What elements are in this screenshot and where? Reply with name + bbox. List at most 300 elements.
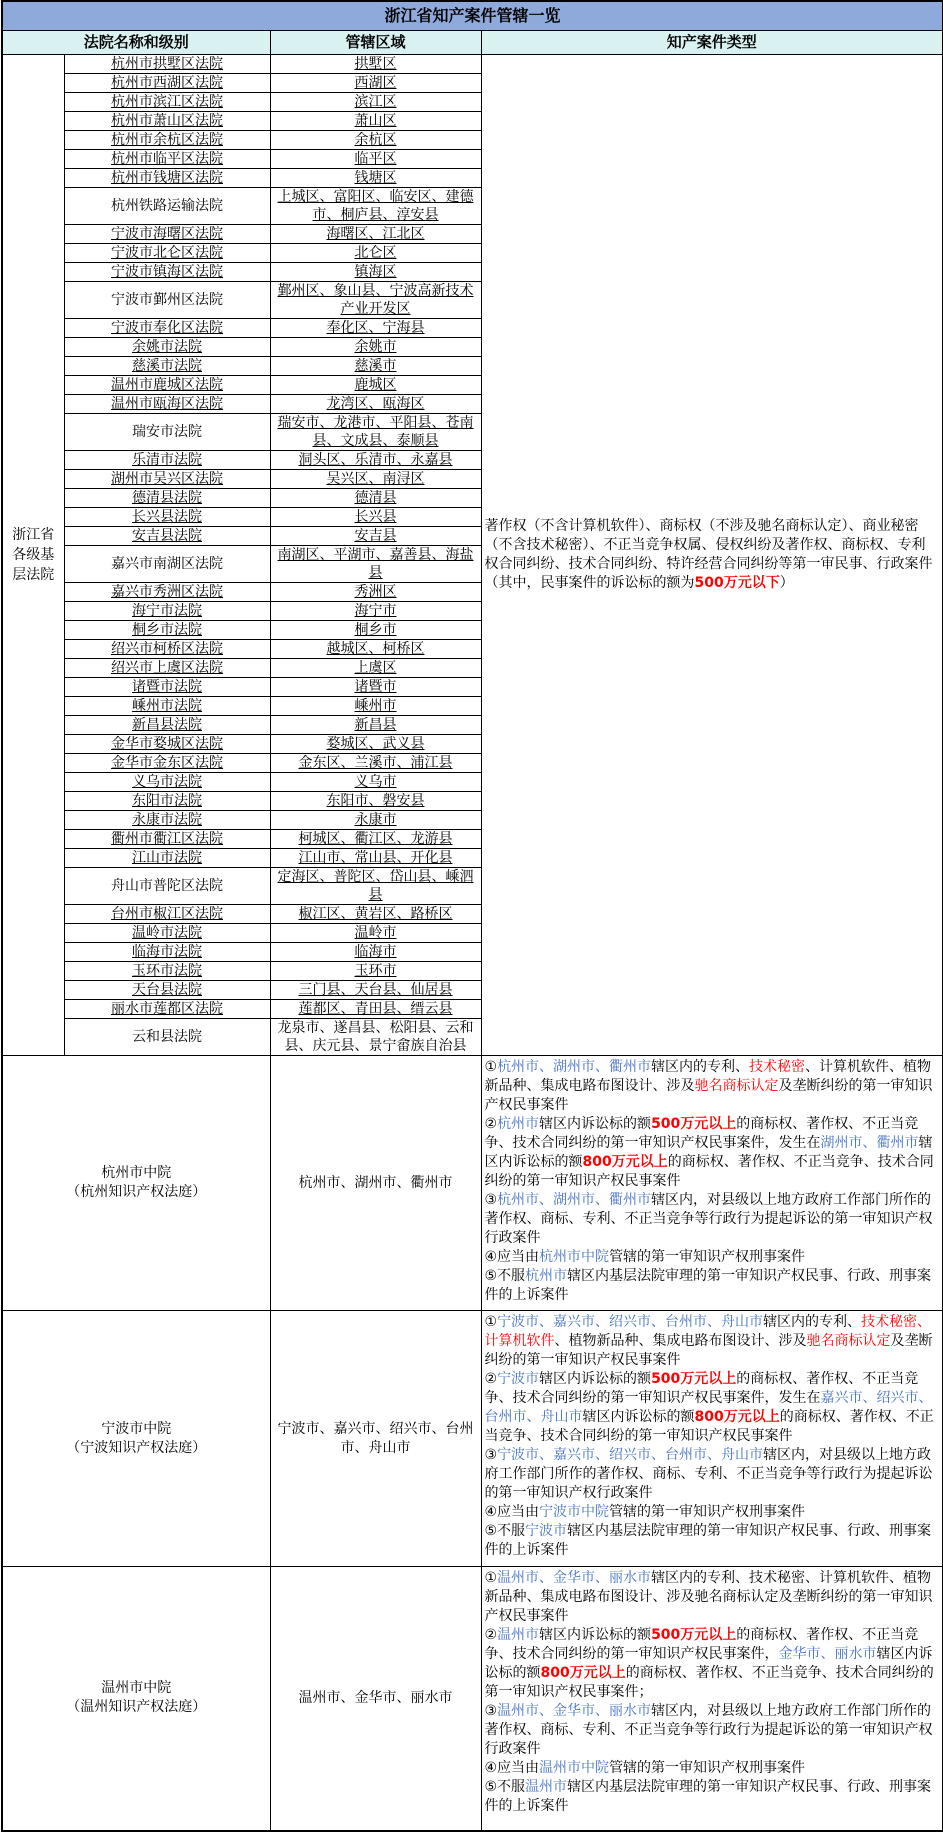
jurisdiction-cell [270,640,481,659]
court-name: 宁波市奉化区法院 [111,320,223,336]
title-row [2,1,943,31]
highlighted-text-run: 宁波市 [497,1371,540,1387]
text-run: 的商标权、著作权、不正当竞争、技术合同纠纷的第一审知识产权民事案件，发生在 [484,1116,919,1151]
intermediate-jurisdiction-cell: 温州市、金华市、丽水市 [270,1567,481,1831]
page-title: 浙江省知产案件管辖一览 [2,1,943,31]
jurisdiction-text: 龙泉市、遂昌县、松阳县、云和县、庆元县、景宁畲族自治县 [277,1020,474,1054]
jurisdiction-cell [270,357,481,376]
court-name-cell [64,338,270,357]
text-run: ④应当由 [484,1249,540,1265]
court-name-cell [64,943,270,962]
case-type-item [485,1778,940,1816]
jurisdiction-cell [270,773,481,792]
court-name: 金华市金东区法院 [111,755,223,771]
jurisdiction-text: 萧山区 [354,113,397,129]
jurisdiction-text: 鄞州区、象山县、宁波高新技术产业开发区 [277,283,474,317]
highlighted-text-run: 宁波市 [525,1523,568,1539]
court-name: 衢州市衢江区法院 [111,831,223,847]
intermediate-court-name: 杭州市中院 [101,1165,172,1181]
jurisdiction-cell [270,527,481,546]
text-run: 辖区内诉讼标的额 [539,1627,652,1643]
court-name: 丽水市莲都区法院 [111,1001,223,1017]
court-name: 安吉县法院 [132,528,202,544]
case-type-item [485,1313,940,1370]
jurisdiction-cell [270,508,481,527]
jurisdiction-text: 镇海区 [354,264,397,280]
text-run: ④应当由 [484,1504,540,1520]
jurisdiction-cell [270,74,481,93]
jurisdiction-text: 滨江区 [354,94,397,110]
court-name-cell [64,697,270,716]
case-type-item [485,1248,940,1267]
court-name-cell [64,830,270,849]
court-name-cell [64,395,270,414]
court-name-cell [64,376,270,395]
court-name-cell [64,981,270,1000]
court-name: 金华市婺城区法院 [111,736,223,752]
text-run: 辖区内诉讼标的额 [539,1371,652,1387]
intermediate-court-row [2,1567,943,1831]
jurisdiction-cell [270,282,481,319]
court-name: 乐清市法院 [132,452,202,468]
intermediate-jurisdiction-cell: 杭州市、湖州市、衢州市 [270,1056,481,1311]
court-name: 温州市鹿城区法院 [111,377,223,393]
case-type-item [485,1702,940,1759]
jurisdiction-text: 椒江区、黄岩区、路桥区 [298,906,453,922]
court-name: 台州市椒江区法院 [111,906,223,922]
text-run: 辖区内基层法院审理的第一审知识产权民事、行政、刑事案件的上诉案件 [484,1523,932,1558]
jurisdiction-text: 瑞安市、龙港市、平阳县、苍南县、文成县、泰顺县 [277,415,474,449]
highlighted-text-run: 驰名商标认定 [694,1078,779,1094]
court-name-cell [64,773,270,792]
court-name-cell [64,55,270,74]
highlighted-text-run: 嘉兴市、绍兴市、台州市、舟山市 [484,1390,933,1425]
text-run: ③ [484,1192,498,1208]
jurisdiction-cell [270,621,481,640]
jurisdiction-text: 余姚市 [354,339,397,355]
column-header-region: 管辖区域 [270,31,481,55]
jurisdiction-cell [270,150,481,169]
court-name: 天台县法院 [132,982,202,998]
court-name: 宁波市鄞州区法院 [111,292,223,308]
jurisdiction-text: 海曙区、江北区 [326,226,425,242]
highlighted-text-run: 宁波市、嘉兴市、绍兴市、台州市、舟山市 [497,1314,764,1330]
intermediate-court-row [2,1056,943,1311]
text-run: ① [484,1570,498,1586]
court-name: 德清县法院 [132,490,202,506]
text-run: 著作权（不含计算机软件）、商标权（不涉及驰名商标认定）、商业秘密（不含技术秘密）、不正当竞争权属、侵权纠纷及著作权、商标权、专利权合同纠纷、技术合同纠纷、特许经营合同纠纷等第一审民事、行政案件（其中，民事案件的诉讼标的额为 [484,518,933,591]
court-name-cell [64,905,270,924]
jurisdiction-text: 海宁市 [354,603,397,619]
case-type-item [485,1267,940,1305]
intermediate-court-name: 宁波市中院 [101,1420,172,1437]
jurisdiction-text: 金东区、兰溪市、浦江县 [298,755,453,771]
court-name-cell [64,716,270,735]
court-name-cell [64,602,270,621]
jurisdiction-cell [270,943,481,962]
jurisdiction-cell [270,451,481,470]
court-name: 义乌市法院 [132,774,202,790]
highlighted-text-run: 500万元以上 [651,1627,737,1643]
court-name: 温岭市法院 [132,925,202,941]
text-run: 的商标权、著作权、不正当竞争、技术合同纠纷的第一审知识产权民事案件 [484,1409,934,1444]
court-name-cell [64,508,270,527]
highlighted-text-run: 500万元以上 [651,1371,737,1387]
highlighted-text-run: 湖州市、衢州市 [820,1135,919,1151]
text-run: 的商标权、著作权、不正当竞争、技术合同纠纷的第一审知识产权民事案件， [484,1627,919,1662]
jurisdiction-cell [270,868,481,905]
text-run: 辖区内诉讼标的额 [484,1646,933,1681]
text-run: ② [484,1371,498,1387]
text-run: 辖区内诉讼标的额 [484,1135,933,1170]
court-name-cell [64,470,270,489]
jurisdiction-cell [270,376,481,395]
text-run: 辖区内的专利、 [651,1059,750,1075]
court-name: 嘉兴市南湖区法院 [111,556,223,572]
case-type-item [485,1058,940,1115]
case-type-item [485,1569,940,1626]
jurisdiction-cell [270,735,481,754]
jurisdiction-cell [270,546,481,583]
jurisdiction-cell [270,55,481,74]
text-run: ） [779,575,794,591]
text-run: 辖区内，对县级以上地方政府工作部门所作的著作权、商标、专利、不正当竞争等行政行为提起诉讼的第一审知识产权行政案件 [484,1447,933,1501]
court-name-cell [64,583,270,602]
court-name-cell [64,131,270,150]
jurisdiction-cell [270,244,481,263]
jurisdiction-cell [270,830,481,849]
court-name: 温州市瓯海区法院 [111,396,223,412]
court-name-cell [64,357,270,376]
jurisdiction-cell [270,188,481,225]
court-name: 海宁市法院 [132,603,202,619]
jurisdiction-cell [270,792,481,811]
court-name-cell [64,849,270,868]
jurisdiction-text: 鹿城区 [354,377,397,393]
court-name-cell [64,451,270,470]
jurisdiction-text: 北仑区 [354,245,397,261]
court-name: 玉环市法院 [132,963,202,979]
jurisdiction-cell [270,754,481,773]
court-name: 宁波市北仑区法院 [111,245,223,261]
text-run: ① [484,1059,498,1075]
jurisdiction-table-page [1,0,942,1832]
highlighted-text-run: 杭州市、湖州市、衢州市 [497,1192,652,1208]
court-name: 舟山市普陀区法院 [111,878,223,894]
text-run: 的商标权、著作权、不正当竞争、技术合同纠纷的第一审知识产权民事案件，发生在 [484,1371,919,1406]
jurisdiction-text: 德清县 [354,490,397,506]
jurisdiction-text: 临海市 [354,944,397,960]
court-name: 绍兴市上虞区法院 [111,660,223,676]
jurisdiction-cell [270,716,481,735]
court-name-cell [64,527,270,546]
jurisdiction-text: 江山市、常山县、开化县 [298,850,453,866]
highlighted-text-run: 驰名商标认定 [806,1333,891,1349]
court-name: 杭州市萧山区法院 [111,113,223,129]
jurisdiction-text: 嵊州市 [354,698,397,714]
jurisdiction-cell [270,112,481,131]
text-run: 、植物新品种、集成电路布图设计、涉及 [554,1333,807,1349]
highlighted-text-run: 杭州市中院 [539,1249,610,1265]
highlighted-text-run: 宁波市、嘉兴市、绍兴市、台州市、舟山市 [497,1447,764,1463]
jurisdiction-cell [270,1000,481,1019]
court-name-cell [64,735,270,754]
basic-courts-section [2,55,943,1056]
text-run: ⑤不服 [484,1779,526,1795]
court-name-cell [64,93,270,112]
highlighted-text-run: 500万元以下 [694,575,780,591]
intermediate-courts-section [2,1056,943,1831]
jurisdiction-text: 新昌县 [354,717,397,733]
court-name-cell [64,659,270,678]
jurisdiction-text: 三门县、天台县、仙居县 [298,982,453,998]
section-label: 浙江省各级基层法院 [2,55,64,1056]
court-name: 嵊州市法院 [132,698,202,714]
jurisdiction-text: 永康市 [354,812,397,828]
jurisdiction-text: 洞头区、乐清市、永嘉县 [298,452,453,468]
jurisdiction-cell [270,697,481,716]
highlighted-text-run: 技术秘密 [749,1059,806,1075]
court-name: 杭州市拱墅区法院 [111,56,223,72]
jurisdiction-cell [270,1019,481,1056]
jurisdiction-text: 长兴县 [354,509,397,525]
highlighted-text-run: 杭州市、湖州市、衢州市 [497,1059,652,1075]
text-run: 辖区内的专利、技术秘密、计算机软件、植物新品种、集成电路布图设计、涉及驰名商标认定及垄断纠纷的第一审知识产权民事案件 [484,1570,933,1624]
court-name: 宁波市海曙区法院 [111,226,223,242]
text-run: 及垄断纠纷的第一审知识产权民事案件 [484,1333,933,1368]
jurisdiction-text: 吴兴区、南浔区 [326,471,425,487]
highlighted-text-run: 800万元以上 [694,1409,780,1425]
court-name: 东阳市法院 [132,793,202,809]
intermediate-jurisdiction-cell: 宁波市、嘉兴市、绍兴市、台州市、舟山市 [270,1311,481,1567]
jurisdiction-cell [270,470,481,489]
court-name-cell [64,225,270,244]
jurisdiction-text: 拱墅区 [354,56,397,72]
text-run: 、计算机软件、植物新品种、集成电路布图设计、涉及 [484,1059,932,1094]
highlighted-text-run: 温州市 [525,1779,568,1795]
court-name: 余姚市法院 [132,339,202,355]
jurisdiction-text: 玉环市 [354,963,397,979]
jurisdiction-text: 龙湾区、瓯海区 [326,396,425,412]
court-name: 宁波市镇海区法院 [111,264,223,280]
text-run: ③ [484,1703,498,1719]
jurisdiction-text: 东阳市、磐安县 [326,793,425,809]
jurisdiction-cell [270,338,481,357]
jurisdiction-text: 余杭区 [354,132,397,148]
highlighted-text-run: 500万元以上 [651,1116,737,1132]
jurisdiction-text: 桐乡市 [354,622,397,638]
court-name-cell [64,621,270,640]
jurisdiction-cell [270,905,481,924]
jurisdiction-cell [270,414,481,451]
text-run: ② [484,1116,498,1132]
jurisdiction-text: 诸暨市 [354,679,397,695]
case-type-item [485,1503,940,1522]
case-type-item [485,1446,940,1503]
jurisdiction-text: 义乌市 [354,774,397,790]
court-name-cell [64,319,270,338]
case-type-item [485,1759,940,1778]
jurisdiction-text: 安吉县 [354,528,397,544]
court-name-cell [64,962,270,981]
text-run: 辖区内基层法院审理的第一审知识产权民事、行政、刑事案件的上诉案件 [484,1779,932,1814]
court-name: 绍兴市柯桥区法院 [111,641,223,657]
court-name: 杭州铁路运输法院 [111,198,223,214]
jurisdiction-cell [270,169,481,188]
jurisdiction-text: 西湖区 [354,75,397,91]
court-name-cell [64,868,270,905]
jurisdiction-text: 温岭市 [354,925,397,941]
intermediate-case-type-cell [481,1311,943,1567]
intermediate-court-subtitle: （杭州知识产权法庭） [66,1184,207,1200]
highlighted-text-run: 800万元以上 [582,1154,668,1170]
court-name: 云和县法院 [132,1029,202,1045]
intermediate-court-name: 温州市中院 [101,1680,172,1697]
court-name-cell [64,188,270,225]
jurisdiction-text: 秀洲区 [354,584,397,600]
highlighted-text-run: 800万元以上 [540,1665,626,1681]
intermediate-court-row [2,1311,943,1567]
court-name: 瑞安市法院 [132,424,202,440]
court-name-cell [64,1000,270,1019]
text-run: ③ [484,1447,498,1463]
text-run: ⑤不服 [484,1523,526,1539]
jurisdiction-text: 临平区 [354,151,397,167]
case-type-item [485,1191,940,1248]
highlighted-text-run: 温州市中院 [539,1760,610,1776]
jurisdiction-text: 上城区、富阳区、临安区、建德市、桐庐县、淳安县 [277,189,474,223]
highlighted-text-run: 杭州市 [497,1116,540,1132]
court-name-cell [64,112,270,131]
court-name-cell [64,263,270,282]
court-name: 永康市法院 [132,812,202,828]
text-run: ⑤不服 [484,1268,526,1284]
highlighted-text-run: 宁波市中院 [539,1504,610,1520]
intermediate-case-type-cell [481,1056,943,1311]
highlighted-text-run: 技术秘密、计算机软件 [484,1314,932,1349]
jurisdiction-cell [270,93,481,112]
jurisdiction-cell [270,225,481,244]
court-name: 湖州市吴兴区法院 [111,471,223,487]
jurisdiction-cell [270,489,481,508]
jurisdiction-text: 定海区、普陀区、岱山县、嵊泗县 [277,869,474,903]
jurisdiction-cell [270,395,481,414]
text-run: 辖区内基层法院审理的第一审知识产权民事、行政、刑事案件的上诉案件 [484,1268,932,1303]
intermediate-court-name-cell [2,1311,270,1567]
court-name-cell [64,811,270,830]
court-name: 杭州市余杭区法院 [111,132,223,148]
header-row [2,31,943,55]
text-run: ② [484,1627,498,1643]
jurisdiction-cell [270,263,481,282]
court-name-cell [64,678,270,697]
case-type-item [485,1626,940,1702]
text-run: ④应当由 [484,1760,540,1776]
jurisdiction-table [1,0,943,1832]
jurisdiction-cell [270,981,481,1000]
court-name-cell [64,74,270,93]
text-run: 辖区内诉讼标的额 [582,1409,695,1425]
jurisdiction-text: 奉化区、宁海县 [326,320,425,336]
jurisdiction-cell [270,678,481,697]
jurisdiction-cell [270,962,481,981]
highlighted-text-run: 温州市、金华市、丽水市 [497,1570,652,1586]
court-name-cell [64,282,270,319]
court-name: 杭州市临平区法院 [111,151,223,167]
intermediate-court-subtitle: （温州知识产权法庭） [66,1699,207,1716]
case-type-item [485,1370,940,1446]
text-run: ① [484,1314,498,1330]
jurisdiction-cell [270,924,481,943]
jurisdiction-text: 莲都区、青田县、缙云县 [298,1001,453,1017]
court-name: 杭州市钱塘区法院 [111,170,223,186]
court-name-cell [64,640,270,659]
intermediate-court-subtitle: （宁波知识产权法庭） [66,1439,207,1456]
court-name: 嘉兴市秀洲区法院 [111,584,223,600]
court-name: 桐乡市法院 [132,622,202,638]
court-name: 杭州市滨江区法院 [111,94,223,110]
court-name-cell [64,546,270,583]
jurisdiction-text: 上虞区 [354,660,397,676]
court-name-cell [64,924,270,943]
text-run: 的商标权、著作权、不正当竞争、技术合同纠纷的第一审知识产权民事案件； [484,1665,934,1700]
jurisdiction-cell [270,811,481,830]
jurisdiction-cell [270,319,481,338]
text-run: 的商标权、著作权、不正当竞争、技术合同纠纷的第一审知识产权民事案件 [484,1154,934,1189]
court-name: 诸暨市法院 [132,679,202,695]
court-name-cell [64,792,270,811]
jurisdiction-cell [270,659,481,678]
jurisdiction-cell [270,131,481,150]
column-header-court: 法院名称和级别 [2,31,270,55]
court-name: 江山市法院 [132,850,202,866]
jurisdiction-cell [270,583,481,602]
text-run: 辖区内的专利、 [763,1314,862,1330]
highlighted-text-run: 温州市、金华市、丽水市 [497,1703,652,1719]
text-run: 辖区内诉讼标的额 [539,1116,652,1132]
basic-case-type-cell [481,55,943,1056]
jurisdiction-text: 慈溪市 [354,358,397,374]
column-header-type: 知产案件类型 [481,31,943,55]
jurisdiction-text: 南湖区、平湖市、嘉善县、海盐县 [277,547,474,581]
court-name: 新昌县法院 [132,717,202,733]
case-type-item [485,1522,940,1560]
highlighted-text-run: 金华市、丽水市 [778,1646,877,1662]
jurisdiction-text: 钱塘区 [354,170,397,186]
text-run: 及垄断纠纷的第一审知识产权民事案件 [484,1078,933,1113]
court-name: 杭州市西湖区法院 [111,75,223,91]
court-name: 慈溪市法院 [132,358,202,374]
highlighted-text-run: 杭州市 [525,1268,568,1284]
intermediate-court-name-cell [2,1567,270,1831]
jurisdiction-text: 柯城区、衢江区、龙游县 [298,831,453,847]
highlighted-text-run: 温州市 [497,1627,540,1643]
jurisdiction-cell [270,849,481,868]
text-run: 管辖的第一审知识产权刑事案件 [609,1249,806,1265]
court-name-cell [64,754,270,773]
text-run: 管辖的第一审知识产权刑事案件 [609,1504,806,1520]
court-name-cell [64,244,270,263]
court-name-cell [64,489,270,508]
court-name-cell [64,414,270,451]
jurisdiction-text: 婺城区、武义县 [326,736,425,752]
jurisdiction-cell [270,602,481,621]
court-name: 长兴县法院 [132,509,202,525]
court-name-cell [64,1019,270,1056]
text-run: 管辖的第一审知识产权刑事案件 [609,1760,806,1776]
intermediate-case-type-cell [481,1567,943,1831]
text-run: 辖区内，对县级以上地方政府工作部门所作的著作权、商标、专利、不正当竞争等行政行为提起诉讼的第一审知识产权行政案件 [484,1192,933,1246]
